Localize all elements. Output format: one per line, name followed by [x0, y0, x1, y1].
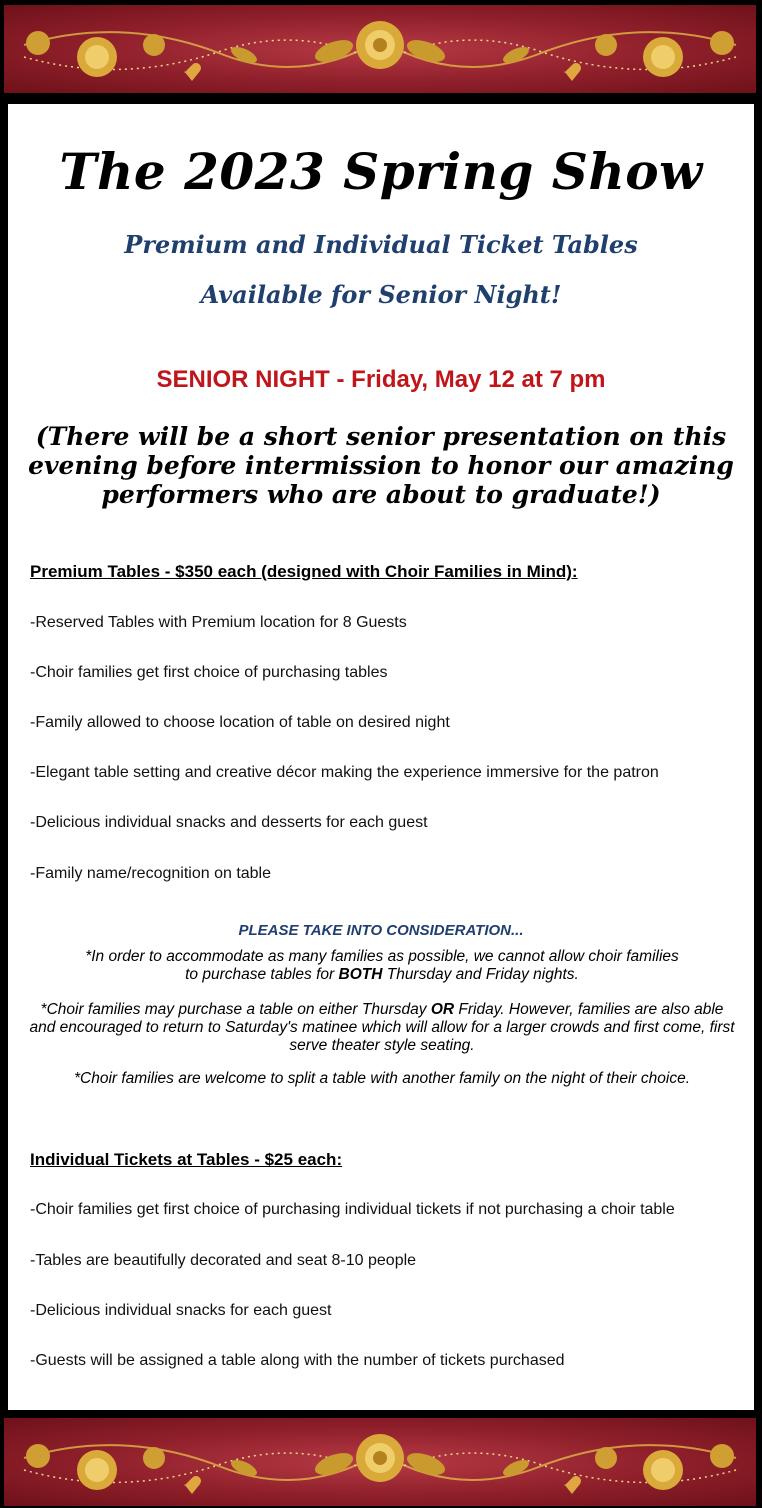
page-title: The 2023 Spring Show: [59, 142, 703, 201]
senior-night-date: SENIOR NIGHT - Friday, May 12 at 7 pm: [156, 366, 606, 393]
subtitle-line-1: Premium and Individual Ticket Tables: [124, 230, 638, 259]
flyer-panel: [8, 104, 754, 1410]
bottom-banner: [4, 1418, 756, 1506]
individual-item: -Guests will be assigned a table along with the number of tickets purchased: [30, 1352, 565, 1369]
note-line: evening before intermission to honor our amazing: [28, 451, 734, 480]
individual-item: -Choir families get first choice of purchasing individual tickets if not purchasing a choir table: [30, 1201, 675, 1218]
consideration-text: *In order to accommodate as many families as possible, we cannot allow choir families: [85, 948, 679, 965]
premium-item: -Family name/recognition on table: [30, 865, 272, 882]
consideration-heading: PLEASE TAKE INTO CONSIDERATION...: [238, 922, 524, 939]
consideration-paragraph-2: [26, 1001, 738, 1055]
consideration-paragraph-1: [26, 948, 738, 984]
senior-presentation-note: [26, 422, 736, 509]
consideration-text: Thursday and Friday nights.: [382, 966, 579, 983]
premium-item: -Choir families get first choice of purchasing tables: [30, 664, 388, 681]
premium-item: -Delicious individual snacks and desserts for each guest: [30, 814, 428, 831]
note-line: performers who are about to graduate!): [101, 480, 661, 509]
premium-item: -Reserved Tables with Premium location for 8 Guests: [30, 614, 407, 631]
premium-item: -Family allowed to choose location of table on desired night: [30, 714, 450, 731]
consideration-text: Friday. However, families are also able and encouraged to return to Saturday's matinee which will allow for a larger crowds and first come, first serve theater style seating.: [29, 1001, 735, 1054]
premium-tables-heading: Premium Tables - $350 each (designed with Choir Families in Mind):: [30, 562, 578, 581]
note-line: (There will be a short senior presentation on this: [35, 422, 727, 451]
individual-item: -Tables are beautifully decorated and seat 8-10 people: [30, 1252, 417, 1269]
top-banner: [4, 5, 756, 93]
consideration-text: *Choir families may purchase a table on either Thursday: [40, 1001, 431, 1018]
individual-tickets-heading: Individual Tickets at Tables - $25 each:: [30, 1150, 343, 1169]
premium-item: -Elegant table setting and creative décor making the experience immersive for the patron: [30, 764, 659, 781]
gold-rose-garland-icon: [4, 5, 756, 93]
subtitle-line-2: Available for Senior Night!: [200, 280, 562, 309]
emphasis-text: BOTH: [338, 966, 383, 983]
individual-item: -Delicious individual snacks for each guest: [30, 1302, 332, 1319]
consideration-text: to purchase tables for: [185, 966, 339, 983]
gold-rose-garland-icon: [4, 1418, 756, 1506]
consideration-paragraph-3: *Choir families are welcome to split a table with another family on the night of their choice.: [74, 1070, 690, 1087]
emphasis-text: OR: [430, 1001, 455, 1018]
